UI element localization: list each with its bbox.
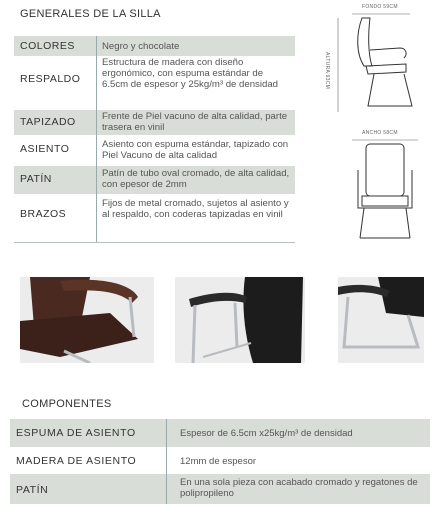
spec-row-patin [14, 166, 295, 194]
component-label: ESPUMA DE ASIENTO [16, 427, 136, 439]
spec-label: COLORES [20, 40, 75, 52]
brown-chair-image [20, 277, 154, 363]
divider [14, 242, 295, 243]
height-label: ALTURA 93CM [324, 52, 330, 90]
component-label: MADERA DE ASIENTO [16, 455, 137, 467]
component-row-espuma [10, 419, 430, 447]
chair-photo-brown [20, 277, 154, 363]
component-row-madera [10, 447, 430, 474]
component-row-patin [10, 474, 430, 504]
section-title-generales: GENERALES DE LA SILLA [20, 8, 161, 20]
chair-photo-detail [338, 277, 424, 363]
spec-label: PATÍN [20, 173, 52, 185]
side-view-diagram [326, 4, 436, 124]
spec-label: BRAZOS [20, 208, 67, 220]
spec-row-brazos [14, 194, 295, 242]
spec-value: Patín de tubo oval cromado, de alta calidad, con epesor de 2mm [102, 168, 290, 190]
chair-detail-image [338, 277, 424, 363]
spec-value: Asiento con espuma estándar, tapizado con Piel Vacuno de alta calidad [102, 139, 289, 161]
spec-row-asiento [14, 135, 295, 166]
spec-label: RESPALDO [20, 73, 81, 85]
width-label: ANCHO 58CM [362, 130, 398, 136]
black-chair-image [175, 277, 305, 363]
spec-value: Negro y chocolate [102, 41, 180, 52]
spec-label: TAPIZADO [20, 116, 76, 128]
spec-value: Estructura de madera con diseño ergonómico, con espuma estándar de 6.5cm de espesor y 25kg/m³ de densidad [102, 57, 278, 90]
chair-photo-black [175, 277, 305, 363]
component-value: Espesor de 6.5cm x25kg/m³ de densidad [180, 428, 353, 439]
front-view-diagram [330, 130, 436, 245]
spec-row-respaldo [14, 56, 295, 110]
front-view-drawing [330, 130, 436, 245]
section-title-componentes: COMPONENTES [22, 398, 112, 410]
component-value: 12mm de espesor [180, 456, 257, 467]
spec-value: Fijos de metal cromado, sujetos al asiento y al respaldo, con coderas tapizadas en vinil [102, 198, 289, 220]
spec-row-tapizado [14, 110, 295, 135]
component-label: PATÍN [16, 484, 49, 496]
spec-row-colores [14, 36, 295, 56]
component-value: En una sola pieza con acabado cromado y regatones de polipropileno [180, 477, 418, 499]
spec-label: ASIENTO [20, 143, 70, 155]
depth-label: FONDO 59CM [362, 4, 398, 10]
side-view-drawing [326, 4, 436, 124]
spec-value: Frente de Piel vacuno de alta calidad, parte trasera en vinil [102, 111, 288, 133]
